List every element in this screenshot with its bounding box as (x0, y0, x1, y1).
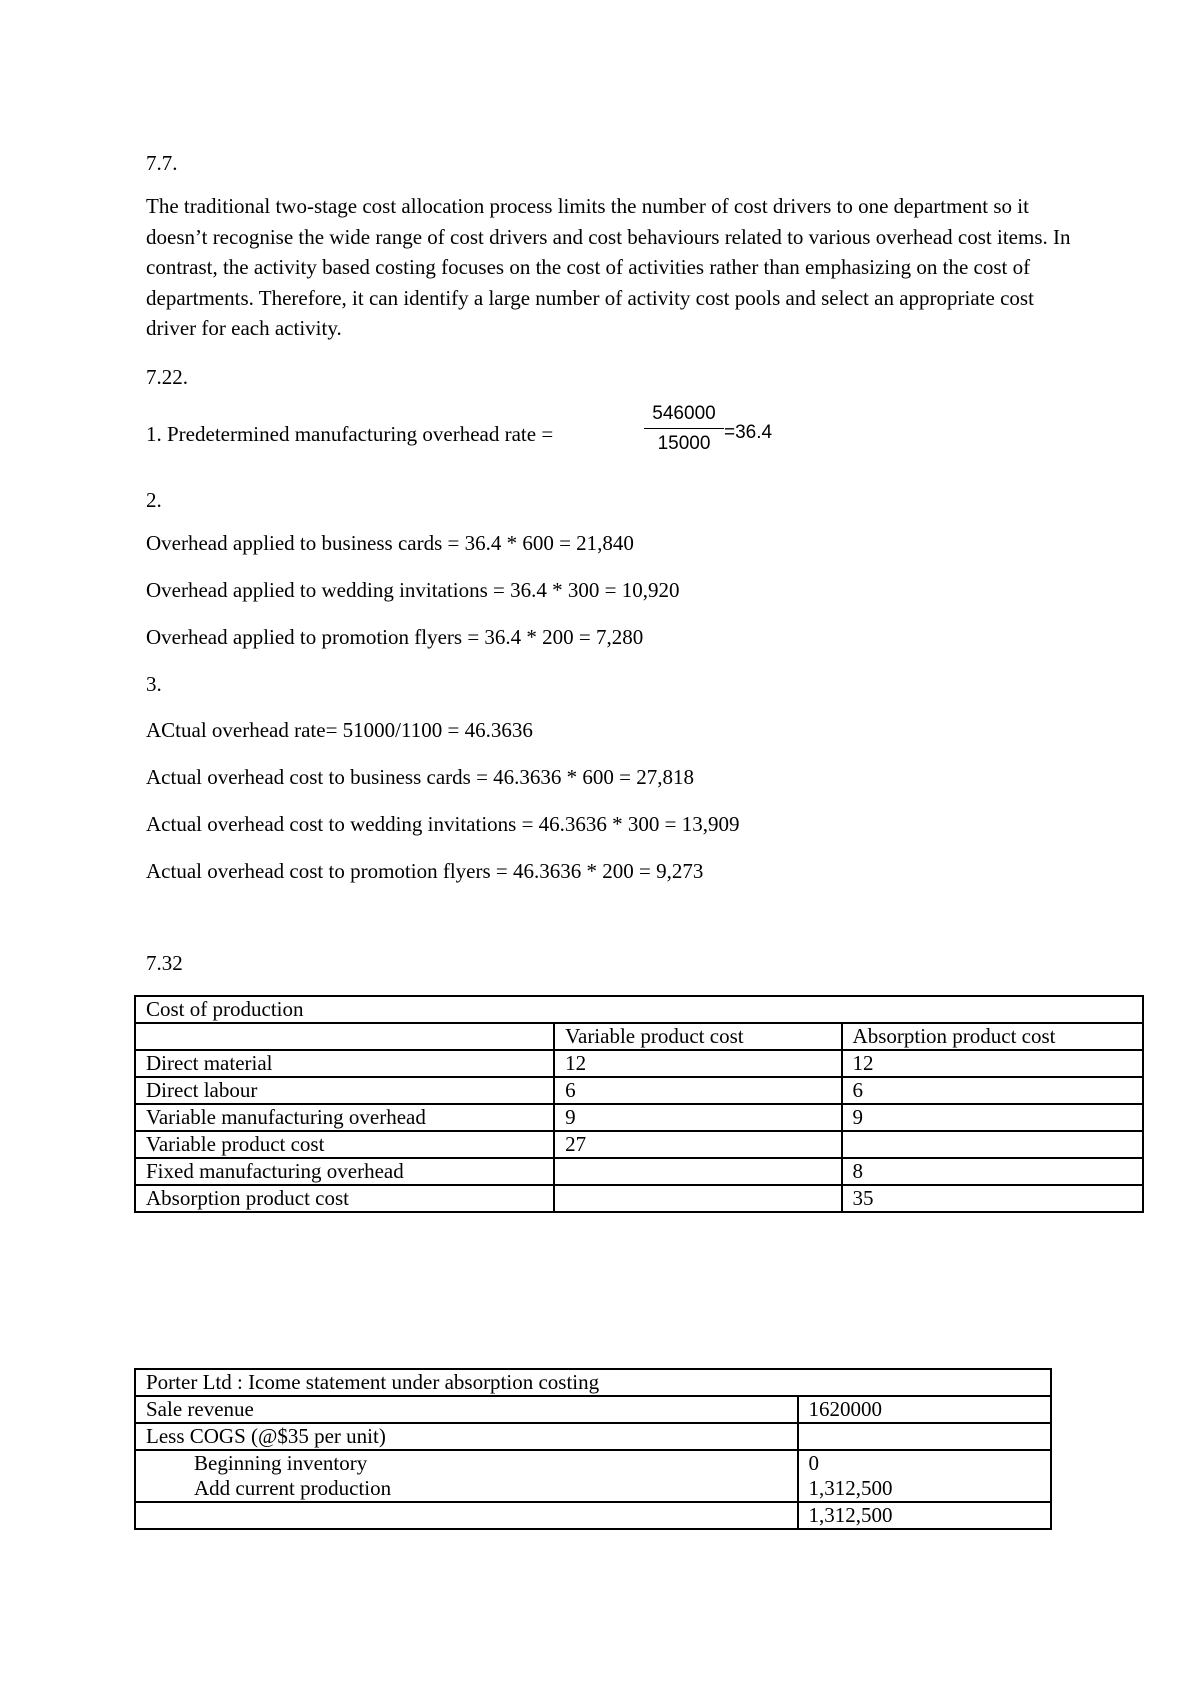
row-label: Sale revenue (135, 1396, 798, 1423)
question-7-32-number: 7.32 (146, 951, 183, 975)
table-row (135, 1131, 1143, 1158)
table-row (135, 1423, 1051, 1450)
variable-cost-cell: 12 (554, 1050, 841, 1077)
table-row (135, 1185, 1143, 1212)
actual-overhead-line: Actual overhead cost to promotion flyers = 46.3636 * 200 = 9,273 (146, 859, 704, 883)
fraction-denominator: 15000 (657, 433, 711, 454)
part-2-number: 2. (146, 488, 162, 512)
header-cell: Absorption product cost (842, 1023, 1143, 1050)
actual-overhead-line: Actual overhead cost to business cards = 46.3636 * 600 = 27,818 (146, 765, 695, 789)
amount-cell: 1,312,500 (798, 1476, 1051, 1502)
table-title-row (135, 1369, 1051, 1396)
header-cell: Variable product cost (554, 1023, 841, 1050)
table-row (135, 1396, 1051, 1423)
overhead-applied-line: Overhead applied to business cards = 36.4 * 600 = 21,840 (146, 531, 634, 555)
fraction (644, 400, 724, 457)
variable-cost-cell (554, 1158, 841, 1185)
absorption-cost-cell: 35 (842, 1185, 1143, 1212)
amount-cell: 1620000 (798, 1396, 1051, 1423)
table-header-row (135, 1023, 1143, 1050)
table-row (135, 1050, 1143, 1077)
row-label: Absorption product cost (135, 1185, 554, 1212)
overhead-applied-line: Overhead applied to wedding invitations = 36.4 * 300 = 10,920 (146, 578, 680, 602)
table-title: Cost of production (135, 996, 1143, 1023)
table-title: Porter Ltd : Icome statement under absorption costing (135, 1369, 1051, 1396)
variable-cost-cell: 6 (554, 1077, 841, 1104)
table-row (135, 1104, 1143, 1131)
table-row (135, 1476, 1051, 1502)
actual-overhead-line: Actual overhead cost to wedding invitations = 46.3636 * 300 = 13,909 (146, 812, 740, 836)
amount-cell: 0 (798, 1450, 1051, 1476)
fraction-numerator: 546000 (644, 400, 724, 429)
question-7-7-paragraph: The traditional two-stage cost allocation process limits the number of cost drivers to one department so it doesn’t recognise the wide range of cost drivers and cost behaviours related to various overhead cost items. In contrast, the activity based costing focuses on the cost of activities rather than emphasizing on the cost of departments. Therefore, it can identify a large number of activity cost pools and select an appropriate cost driver for each activity. (146, 194, 1071, 340)
question-7-7-number: 7.7. (146, 151, 178, 175)
row-label: Less COGS (@$35 per unit) (135, 1423, 798, 1450)
row-label: Fixed manufacturing overhead (135, 1158, 554, 1185)
part-3-number: 3. (146, 672, 162, 696)
amount-cell (798, 1423, 1051, 1450)
variable-cost-cell: 27 (554, 1131, 841, 1158)
income-statement-table (134, 1368, 1052, 1530)
table-row (135, 1502, 1051, 1529)
variable-cost-cell: 9 (554, 1104, 841, 1131)
absorption-cost-cell: 9 (842, 1104, 1143, 1131)
actual-overhead-line: ACtual overhead rate= 51000/1100 = 46.3636 (146, 718, 533, 742)
table-row (135, 1450, 1051, 1476)
absorption-cost-cell: 6 (842, 1077, 1143, 1104)
variable-cost-cell (554, 1185, 841, 1212)
table-row (135, 1158, 1143, 1185)
absorption-cost-cell: 8 (842, 1158, 1143, 1185)
row-label: Direct material (135, 1050, 554, 1077)
header-cell (135, 1023, 554, 1050)
cost-of-production-table (134, 995, 1144, 1213)
row-label: Beginning inventory (135, 1450, 798, 1476)
row-label: Add current production (135, 1476, 798, 1502)
absorption-cost-cell (842, 1131, 1143, 1158)
question-7-22-number: 7.22. (146, 365, 188, 389)
table-row (135, 1077, 1143, 1104)
row-label (135, 1502, 798, 1529)
formula-label: 1. Predetermined manufacturing overhead rate = (146, 422, 554, 446)
table-title-row (135, 996, 1143, 1023)
row-label: Variable manufacturing overhead (135, 1104, 554, 1131)
row-label: Direct labour (135, 1077, 554, 1104)
amount-cell: 1,312,500 (798, 1502, 1051, 1529)
absorption-cost-cell: 12 (842, 1050, 1143, 1077)
row-label: Variable product cost (135, 1131, 554, 1158)
fraction-result: =36.4 (724, 422, 773, 443)
overhead-applied-line: Overhead applied to promotion flyers = 36.4 * 200 = 7,280 (146, 625, 644, 649)
